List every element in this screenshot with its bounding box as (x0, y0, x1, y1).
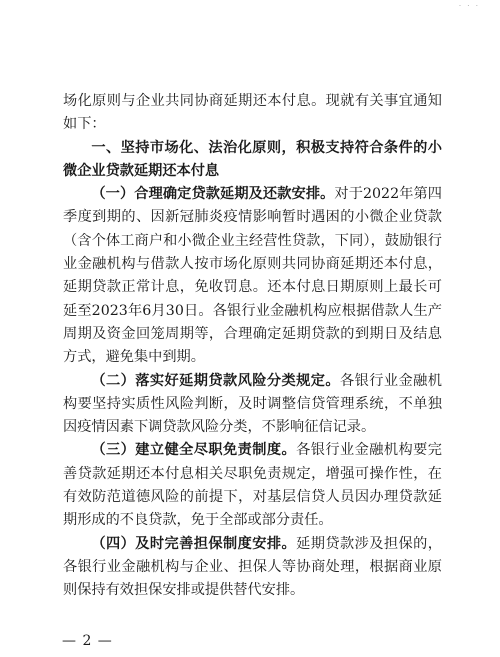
clause-3 (63, 439, 442, 532)
clause-2 (63, 370, 442, 440)
clause-2-body: 各银行业金融机构要坚持实质性风险判断，及时调整信贷管理系统，不单独因疫情因素下调贷款风险分类，不影响征信记录。 (63, 372, 442, 436)
clause-4-lead: （四）及时完善担保制度安排。 (91, 535, 297, 552)
clause-1-lead: （一）合理确定贷款延期及还款安排。 (91, 186, 335, 203)
clause-3-body: 各银行业金融机构要完善贷款延期还本付息相关尽职免责规定，增强可操作性，在有效防范道德风险的前提下，对基层信贷人员因办理贷款延期形成的不良贷款，免于全部或部分责任。 (63, 442, 442, 529)
corner-stamp: · · · (458, 2, 480, 10)
clause-1 (63, 183, 442, 369)
section-heading-1: 一、坚持市场化、法治化原则，积极支持符合条件的小微企业贷款延期还本付息 (63, 139, 442, 179)
intro-paragraph: 场化原则与企业共同协商延期还本付息。现就有关事宜通知如下： (63, 93, 442, 133)
clause-2-lead: （二）落实好延期贷款风险分类规定。 (91, 372, 341, 389)
clause-1-body: 对于2022年第四季度到期的、因新冠肺炎疫情影响暂时遇困的小微企业贷款（含个体工商户和小微企业主经营性贷款，下同），鼓励银行业金融机构与借款人按市场化原则共同协商延期还本付息，延期贷款正常计息，免收罚息。还本付息日期原则上最长可延至2023年6月30日。各银行业金融机构应根据借款人生产周期及资金回笼周期等，合理确定延期贷款的到期日及结息方式，避免集中到期。 (63, 186, 442, 366)
clause-4 (63, 533, 442, 603)
clause-4-body: 延期贷款涉及担保的，各银行业金融机构与企业、担保人等协商处理，根据商业原则保持有效担保安排或提供替代安排。 (63, 535, 442, 599)
clause-3-lead: （三）建立健全尽职免责制度。 (91, 442, 297, 459)
page-number: — 2 — (62, 633, 113, 649)
document-body (63, 90, 442, 603)
